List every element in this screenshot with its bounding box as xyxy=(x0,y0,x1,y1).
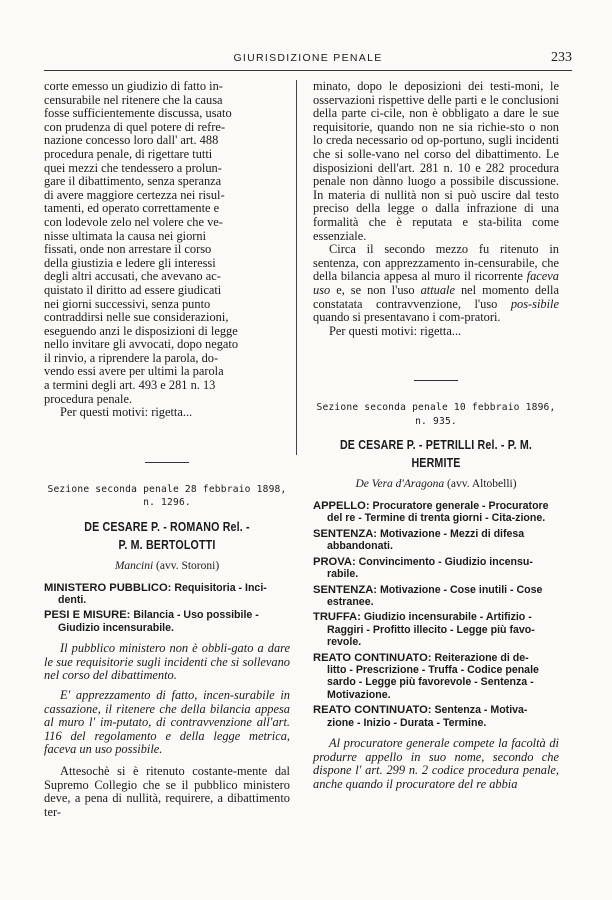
text-line: quistato il diritto ad essere giudicati xyxy=(44,282,222,297)
text-line: tamenti, ed operato correttamente e xyxy=(44,201,220,216)
keyword-cont: rabile. xyxy=(327,568,359,581)
text-run: Circa il secondo mezzo fu ritenuto in sentenza, con apprezzamento in-censurabile, che della bilancia appesa al muro il ricorrente xyxy=(313,242,559,284)
decision-body: Attesochè si è ritenuto costante-mente dal Supremo Collegio che se il pubblico ministero deve, a pena di nullità, requirere, a dibattimento ter- xyxy=(44,764,290,819)
keyword-cont: estranee. xyxy=(327,595,374,608)
text-line: con lodevole zelo nel volere che ve- xyxy=(44,214,223,229)
text-line: degli altri accusati, che avevano ac- xyxy=(44,269,221,284)
right-paragraph-2 xyxy=(313,243,559,325)
keyword-cont: abbandonati. xyxy=(327,540,393,553)
court-composition-pm: P. M. BERTOLOTTI xyxy=(118,537,216,553)
keyword-text: Requisitoria - Inci- xyxy=(174,581,267,594)
keyword-entry xyxy=(44,582,290,607)
right-column xyxy=(313,80,559,791)
keyword-head: SENTENZA: xyxy=(313,583,378,596)
column-divider xyxy=(296,80,297,455)
text-line: a termini degli art. 493 e 281 n. 13 xyxy=(44,378,216,393)
court-composition: DE CESARE P. - ROMANO Rel. - xyxy=(84,519,250,535)
keyword-entry xyxy=(313,652,559,702)
keyword-entry xyxy=(313,584,559,609)
keyword-cont: del re - Termine di trenta giorni - Cita-zione. xyxy=(327,512,546,525)
text-line: eseguendo anzi le disposizioni di legge xyxy=(44,323,238,338)
maxim-2: E' apprezzamento di fatto, incen-surabile in cassazione, il ritenere che della bilancia appesa al muro l' im-putato, di contravvenzione all'art. 116 del regolamento e della legge metrica, faceva un uso possibile. xyxy=(44,688,290,757)
keyword-head: MINISTERO PUBBLICO: xyxy=(44,581,172,594)
keyword-text: Sentenza - Motiva- xyxy=(434,704,528,717)
section-separator xyxy=(145,462,189,463)
running-header xyxy=(44,50,572,71)
parties xyxy=(44,560,290,574)
keyword-head: SENTENZA: xyxy=(313,527,378,540)
keyword-text: Motivazione - Cose inutili - Cose xyxy=(379,583,543,596)
text-line: procedura penale, di rigettare tutti xyxy=(44,146,213,161)
keyword-text: Giudizio incensurabile - Artifizio - xyxy=(363,611,532,624)
text-line: corte emesso un giudizio di fatto in- xyxy=(44,79,223,93)
counsel-name: (avv. Storoni) xyxy=(156,560,220,573)
closing-formula: Per questi motivi: rigetta... xyxy=(60,405,193,420)
keyword-text: Reiterazione di de- xyxy=(434,651,529,664)
text-line: procedura penale. xyxy=(44,391,133,406)
text-line: di avere maggiore certezza nei risul- xyxy=(44,187,225,202)
page-number: 233 xyxy=(551,50,572,65)
text-run-italic: attuale xyxy=(420,282,455,297)
maxim: Al procuratore generale compete la facoltà di produrre appello in suo nome, secondo che dispone l' art. 299 n. 2 codice procedura penale, anche quando il procuratore del re abbia xyxy=(313,735,559,791)
keyword-head: REATO CONTINUATO: xyxy=(313,651,432,664)
keyword-cont: litto - Prescrizione - Truffa - Codice penale sardo - Legge più favorevole - Sentenza - Motivazione. xyxy=(327,663,539,701)
text-run-italic: faceva uso xyxy=(313,269,559,297)
keyword-text: Bilancia - Uso possibile - xyxy=(133,609,259,622)
text-line: con prudenza di quel potere di refre- xyxy=(44,119,225,134)
section-separator xyxy=(414,380,458,381)
keyword-head: TRUFFA: xyxy=(313,611,361,624)
party-name: Mancini xyxy=(114,560,154,573)
text-line: della giustizia e ledere gli interessi xyxy=(44,255,216,270)
keyword-cont: Raggiri - Profitto illecito - Legge più favo-revole. xyxy=(327,623,535,649)
party-name: De Vera d'Aragona xyxy=(355,478,445,491)
text-run: quando si presentavano i com-pratori. xyxy=(313,310,501,325)
keyword-text: Procuratore generale - Procuratore xyxy=(372,500,549,513)
text-run: nel momento della constatata contravvenzione, l'uso xyxy=(313,282,559,311)
text-line: nello invitare gli avvocati, dopo negato xyxy=(44,337,239,352)
keyword-cont: Giudizio incensurabile. xyxy=(58,621,174,634)
keyword-head: REATO CONTINUATO: xyxy=(313,704,432,717)
text-line: contraddirsi nelle sue considerazioni, xyxy=(44,310,229,325)
keyword-entry xyxy=(313,611,559,648)
keyword-head: PROVA: xyxy=(313,555,356,568)
text-line: fosse sufficientemente discussa, usato xyxy=(44,106,232,121)
text-line: nazione concesso loro dall' art. 488 xyxy=(44,133,219,148)
text-line: nisse ultimata la causa nei giorni xyxy=(44,228,207,243)
running-title: GIURISDIZIONE PENALE xyxy=(233,52,383,64)
keyword-text: Convincimento - Giudizio incensu- xyxy=(358,555,533,568)
keyword-head: APPELLO: xyxy=(313,500,370,513)
text-line: quei mezzi che tendessero a prolun- xyxy=(44,160,222,175)
keyword-entry xyxy=(44,609,290,634)
maxim-1: Il pubblico ministero non è obbli-gato a dare le sue requisitorie sugli incidenti che si sollevano nel corso del dibattimento. xyxy=(44,641,290,683)
court-composition: DE CESARE P. - PETRILLI Rel. - P. M. HERMITE xyxy=(339,437,533,471)
text-line: censurabile nel ritenere che la causa xyxy=(44,92,223,107)
keyword-text: Motivazione - Mezzi di difesa xyxy=(379,527,525,540)
text-line: gare il dibattimento, senza speranza xyxy=(44,174,222,189)
case-section-line: Sezione seconda penale 28 febbraio 1898, n. 1296. xyxy=(47,483,287,509)
keyword-entry xyxy=(313,528,559,553)
keyword-entry xyxy=(313,500,559,525)
left-column xyxy=(44,80,290,819)
keyword-cont: denti. xyxy=(58,594,87,607)
keyword-head: PESI E MISURE: xyxy=(44,609,131,622)
case-section-line: Sezione seconda penale 10 febbraio 1896, n. 935. xyxy=(316,402,556,427)
keyword-cont: zione - Inizio - Durata - Termine. xyxy=(327,716,487,729)
text-line: nei giorni successivi, senza punto xyxy=(44,296,211,311)
keyword-entry xyxy=(313,556,559,581)
text-run: e, se non l'uso xyxy=(330,282,421,297)
text-line: fissati, onde non arrestare il corso xyxy=(44,242,212,257)
right-continuation: minato, dopo le deposizioni dei testi-moni, le osservazioni rispettive delle parti e le conclusioni della parte ci-cile, non è obbligato a dare le sue requisitorie, quando non ne sia richie-sto o non lo creda necessario od op-portuno, sugli incidenti che si solle-vano nel corso del dibattimento. Le disposizioni dell'art. 281 n. 10 e 282 procedura penale non dànno luogo a possibile discussione. In materia di nullità non si può uscire dal testo preciso della legge o dalla infrazione di una formalità che è reputata e sta-bilita come essenziale. xyxy=(313,79,559,243)
keyword-entry xyxy=(313,704,559,729)
counsel-name: (avv. Altobelli) xyxy=(447,478,517,491)
text-line: il rinvio, a riprendere la parola, do- xyxy=(44,350,219,365)
left-continuation xyxy=(44,80,290,406)
text-line: vendo essi avere per ultimi la parola xyxy=(44,364,224,379)
text-run-italic: pos-sibile xyxy=(510,296,559,311)
closing-formula: Per questi motivi: rigetta... xyxy=(329,323,462,338)
parties xyxy=(313,478,559,492)
